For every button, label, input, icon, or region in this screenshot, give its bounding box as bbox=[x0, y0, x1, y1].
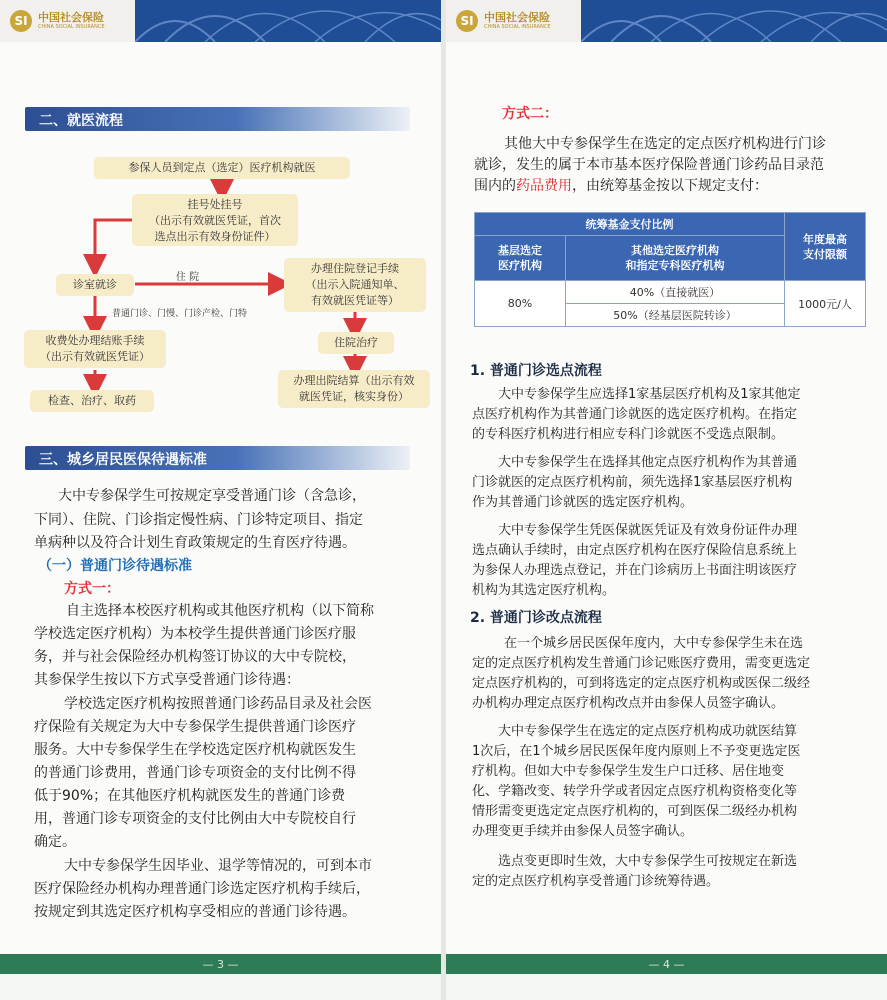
page-number: — 3 — bbox=[202, 958, 239, 971]
paragraph-line: 大中专参保学生应选择1家基层医疗机构及1家其他定 bbox=[498, 387, 801, 402]
paragraph-line: 定的定点医疗机构享受普通门诊统筹待遇。 bbox=[472, 874, 720, 889]
table-row bbox=[475, 213, 866, 236]
flow-label-inpatient: 住 院 bbox=[176, 272, 200, 283]
table-group-header: 统筹基金支付比例 bbox=[475, 213, 785, 236]
method-1-title: 方式一： bbox=[64, 581, 120, 597]
paragraph-line: 疗保险有关规定为大中专参保学生提供普通门诊医疗 bbox=[34, 719, 356, 735]
page-number: — 4 — bbox=[648, 958, 685, 971]
brand-logo bbox=[0, 0, 135, 42]
paragraph-line: 的普通门诊费用，普通门诊专项资金的支付比例不得 bbox=[34, 765, 356, 781]
paragraph-line: 点医疗机构作为其普通门诊就医的选定医疗机构。在指定 bbox=[472, 407, 798, 422]
flow-step-clinic: 诊室就诊 bbox=[56, 274, 134, 296]
paragraph-line: 办理变更手续并由参保人员签字确认。 bbox=[472, 824, 694, 839]
intro-line: 大中专参保学生可按规定享受普通门诊（含急诊， bbox=[58, 488, 366, 504]
header-wave-decoration bbox=[135, 0, 441, 42]
paragraph-line: 机构为其选定医疗机构。 bbox=[472, 583, 616, 598]
paragraph-line: 学校选定医疗机构按照普通门诊药品目录及社会医 bbox=[64, 696, 372, 712]
paragraph-line: 大中专参保学生凭医保就医凭证及有效身份证件办理 bbox=[498, 523, 798, 538]
paragraph-line: 大中专参保学生在选定的定点医疗机构成功就医结算 bbox=[498, 724, 798, 739]
flow-step-payment: 收费处办理结账手续 （出示有效就医凭证） bbox=[24, 330, 166, 368]
paragraph-line: 按规定到其选定医疗机构享受相应的普通门诊待遇。 bbox=[34, 904, 356, 920]
paragraph-line: 1次后，在1个城乡居民医保年度内原则上不予变更选定医 bbox=[472, 744, 801, 759]
section-2-heading: 二、就医流程 bbox=[25, 107, 410, 131]
paragraph-line: 确定。 bbox=[34, 834, 76, 850]
brand-logo-icon: SI bbox=[10, 10, 32, 32]
brand-name-cn: 中国社会保险 bbox=[38, 11, 104, 24]
intro-line: 单病种以及符合计划生育政策规定的生育医疗待遇。 bbox=[34, 535, 356, 551]
table-cell-annual-limit: 1000元/人 bbox=[785, 281, 866, 327]
paragraph-line: 自主选择本校医疗机构或其他医疗机构（以下简称 bbox=[66, 603, 374, 619]
paragraph-line: 务，并与社会保险经办机构签订协议的大中专院校， bbox=[34, 649, 356, 665]
paragraph-line: 在一个城乡居民医保年度内，大中专参保学生未在选 bbox=[504, 636, 804, 651]
table-header-limit: 年度最高 支付限额 bbox=[785, 213, 866, 281]
paragraph-line: 其他大中专参保学生在选定的定点医疗机构进行门诊 bbox=[504, 136, 826, 152]
paragraph-line: 办机构办理定点医疗机构改点并由参保人员签字确认。 bbox=[472, 696, 785, 711]
paragraph-line: 定点医疗机构的，可到将选定的定点医疗机构或医保二级经 bbox=[472, 676, 811, 691]
paragraph-line: 医疗保险经办机构办理普通门诊选定医疗机构手续后， bbox=[34, 881, 370, 897]
fund-payment-table bbox=[474, 212, 866, 327]
paragraph-line: 围内的药品费用，由统筹基金按以下规定支付： bbox=[474, 178, 768, 194]
paragraph-line: 用，普通门诊专项资金的支付比例由大中专院校自行 bbox=[34, 811, 356, 827]
paragraph-line: 就诊，发生的属于本市基本医疗保险普通门诊药品目录范 bbox=[474, 157, 824, 173]
paragraph-line: 情形需变更选定定点医疗机构的，可到医保二级经办机构 bbox=[472, 804, 798, 819]
flow-step-start: 参保人员到定点（选定）医疗机构就医 bbox=[94, 157, 350, 179]
right-page bbox=[446, 0, 887, 1000]
paragraph-line: 定的定点医疗机构发生普通门诊记账医疗费用，需变更选定 bbox=[472, 656, 811, 671]
section-3-heading: 三、城乡居民医保待遇标准 bbox=[25, 446, 410, 470]
table-header-base: 基层选定 医疗机构 bbox=[475, 236, 566, 281]
section-1-title: 1. 普通门诊选点流程 bbox=[470, 363, 602, 379]
left-page bbox=[0, 0, 441, 1000]
flow-step-examination: 检查、治疗、取药 bbox=[30, 390, 154, 412]
brand-logo-icon: SI bbox=[456, 10, 478, 32]
brand-name-en: CHINA SOCIAL INSURANCE bbox=[484, 24, 551, 30]
paragraph-line: 低于90%；在其他医疗机构就医发生的普通门诊费 bbox=[34, 788, 346, 804]
paragraph-line: 疗机构。但如大中专参保学生发生户口迁移、居住地变 bbox=[472, 764, 785, 779]
paragraph-line: 选点确认手续时，由定点医疗机构在医疗保险信息系统上 bbox=[472, 543, 798, 558]
header-wave-decoration bbox=[581, 0, 887, 42]
brand-name-cn: 中国社会保险 bbox=[484, 11, 550, 24]
table-header-other: 其他选定医疗机构 和指定专科医疗机构 bbox=[566, 236, 785, 281]
paragraph-line: 服务。大中专参保学生在学校选定医疗机构就医发生 bbox=[34, 742, 356, 758]
brand-name-en: CHINA SOCIAL INSURANCE bbox=[38, 24, 105, 30]
subsection-1-title: （一）普通门诊待遇标准 bbox=[38, 558, 192, 574]
flow-label-outpatient: 普通门诊、门慢、门诊产检、门特 bbox=[112, 309, 248, 319]
paragraph-line: 为参保人办理选点登记，并在门诊病历上书面注明该医疗 bbox=[472, 563, 798, 578]
section-2-title: 2. 普通门诊改点流程 bbox=[470, 610, 602, 626]
flow-step-admission: 办理住院登记手续 （出示入院通知单、 有效就医凭证等） bbox=[284, 258, 426, 312]
paragraph-line: 其参保学生按以下方式享受普通门诊待遇： bbox=[34, 672, 300, 688]
table-cell-other-direct: 40%（直接就医） bbox=[566, 281, 785, 304]
page-header bbox=[0, 0, 441, 42]
table-cell-other-referral: 50%（经基层医院转诊） bbox=[566, 304, 785, 327]
paragraph-line: 学校选定医疗机构）为本校学生提供普通门诊医疗服 bbox=[34, 626, 356, 642]
page-header bbox=[446, 0, 887, 42]
paragraph-line: 化、学籍改变、转学升学或者因定点医疗机构资格变化等 bbox=[472, 784, 798, 799]
paragraph-line: 选点变更即时生效，大中专参保学生可按规定在新选 bbox=[498, 854, 798, 869]
paragraph-line: 的专科医疗机构进行相应专科门诊就医不受选点限制。 bbox=[472, 427, 785, 442]
flow-step-discharge: 办理出院结算（出示有效 就医凭证，核实身份） bbox=[278, 370, 430, 408]
paragraph-line: 大中专参保学生在选择其他定点医疗机构作为其普通 bbox=[498, 455, 798, 470]
method-2-title: 方式二： bbox=[502, 106, 558, 122]
paragraph-line: 大中专参保学生因毕业、退学等情况的，可到本市 bbox=[64, 858, 372, 874]
table-row bbox=[475, 281, 866, 304]
intro-line: 下同）、住院、门诊指定慢性病、门诊特定项目、指定 bbox=[34, 512, 363, 528]
flow-step-register: 挂号处挂号 （出示有效就医凭证，首次 选点出示有效身份证件） bbox=[132, 194, 298, 246]
brand-logo bbox=[446, 0, 581, 42]
paragraph-line: 作为其普通门诊就医的选定医疗机构。 bbox=[472, 495, 694, 510]
paragraph-line: 门诊就医的定点医疗机构前，须先选择1家基层医疗机构 bbox=[472, 475, 793, 490]
highlight-drug-cost: 药品费用 bbox=[516, 178, 572, 194]
table-cell-base-ratio: 80% bbox=[475, 281, 566, 327]
flow-step-hospitalization: 住院治疗 bbox=[318, 332, 394, 354]
